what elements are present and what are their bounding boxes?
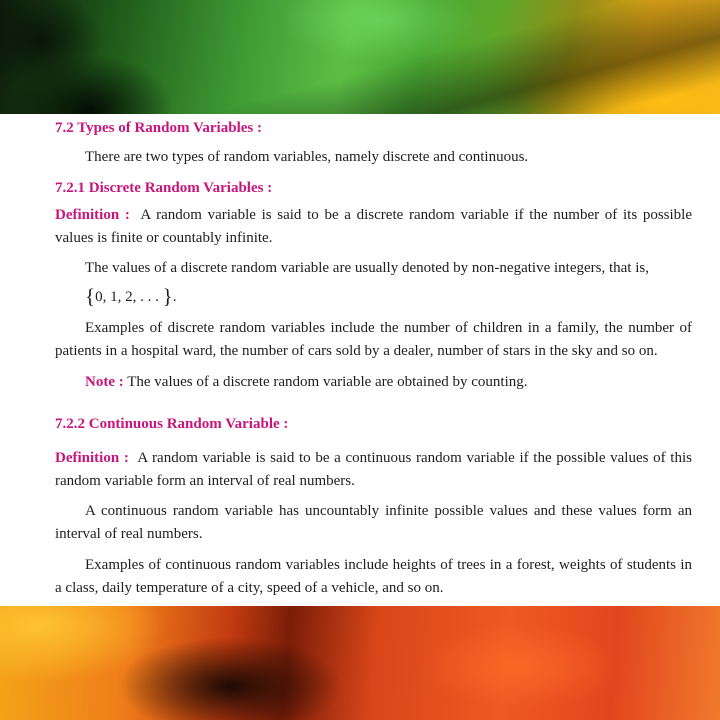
definition-label: Definition : <box>55 207 130 223</box>
note-label: Note : <box>85 374 124 390</box>
set-open-brace: { <box>85 284 96 308</box>
discrete-note <box>55 371 692 394</box>
set-end: . <box>172 289 177 305</box>
definition-text: A random variable is said to be a continuous random variable if the possible values of this random variable form an interval of real numbers. <box>55 450 692 489</box>
note-text: The values of a discrete random variable are obtained by counting. <box>127 374 528 390</box>
set-body: 0, 1, 2, . . . <box>95 289 163 305</box>
heading-types-of-random-variables: 7.2 Types of Random Variables : <box>55 120 262 136</box>
discrete-examples-paragraph: Examples of discrete random variables include the number of children in a family, the number of patients in a hospital ward, the number of cars sold by a dealer, number of stars in the sky and so on. <box>55 320 692 359</box>
decorative-banner-bottom <box>0 606 720 720</box>
discrete-values-paragraph: The values of a discrete random variable are usually denoted by non-negative integers, that is, <box>85 260 649 276</box>
integer-set-expression <box>85 285 176 309</box>
heading-continuous-random-variable: 7.2.2 Continuous Random Variable : <box>55 416 289 432</box>
decorative-banner-top <box>0 0 720 114</box>
heading-discrete-random-variables: 7.2.1 Discrete Random Variables : <box>55 180 273 196</box>
intro-paragraph: There are two types of random variables, namely discrete and continuous. <box>85 149 529 165</box>
continuous-examples-paragraph: Examples of continuous random variables include heights of trees in a forest, weights of students in a class, daily temperature of a city, speed of a vehicle, and so on. <box>55 557 692 596</box>
definition-label: Definition : <box>55 450 129 466</box>
continuous-definition <box>55 447 692 493</box>
discrete-definition <box>55 204 692 250</box>
continuous-paragraph: A continuous random variable has uncountably infinite possible values and these values form an interval of real numbers. <box>55 503 692 542</box>
set-close-brace: } <box>162 284 173 308</box>
definition-text: A random variable is said to be a discrete random variable if the number of its possible values is finite or countably infinite. <box>55 207 693 246</box>
